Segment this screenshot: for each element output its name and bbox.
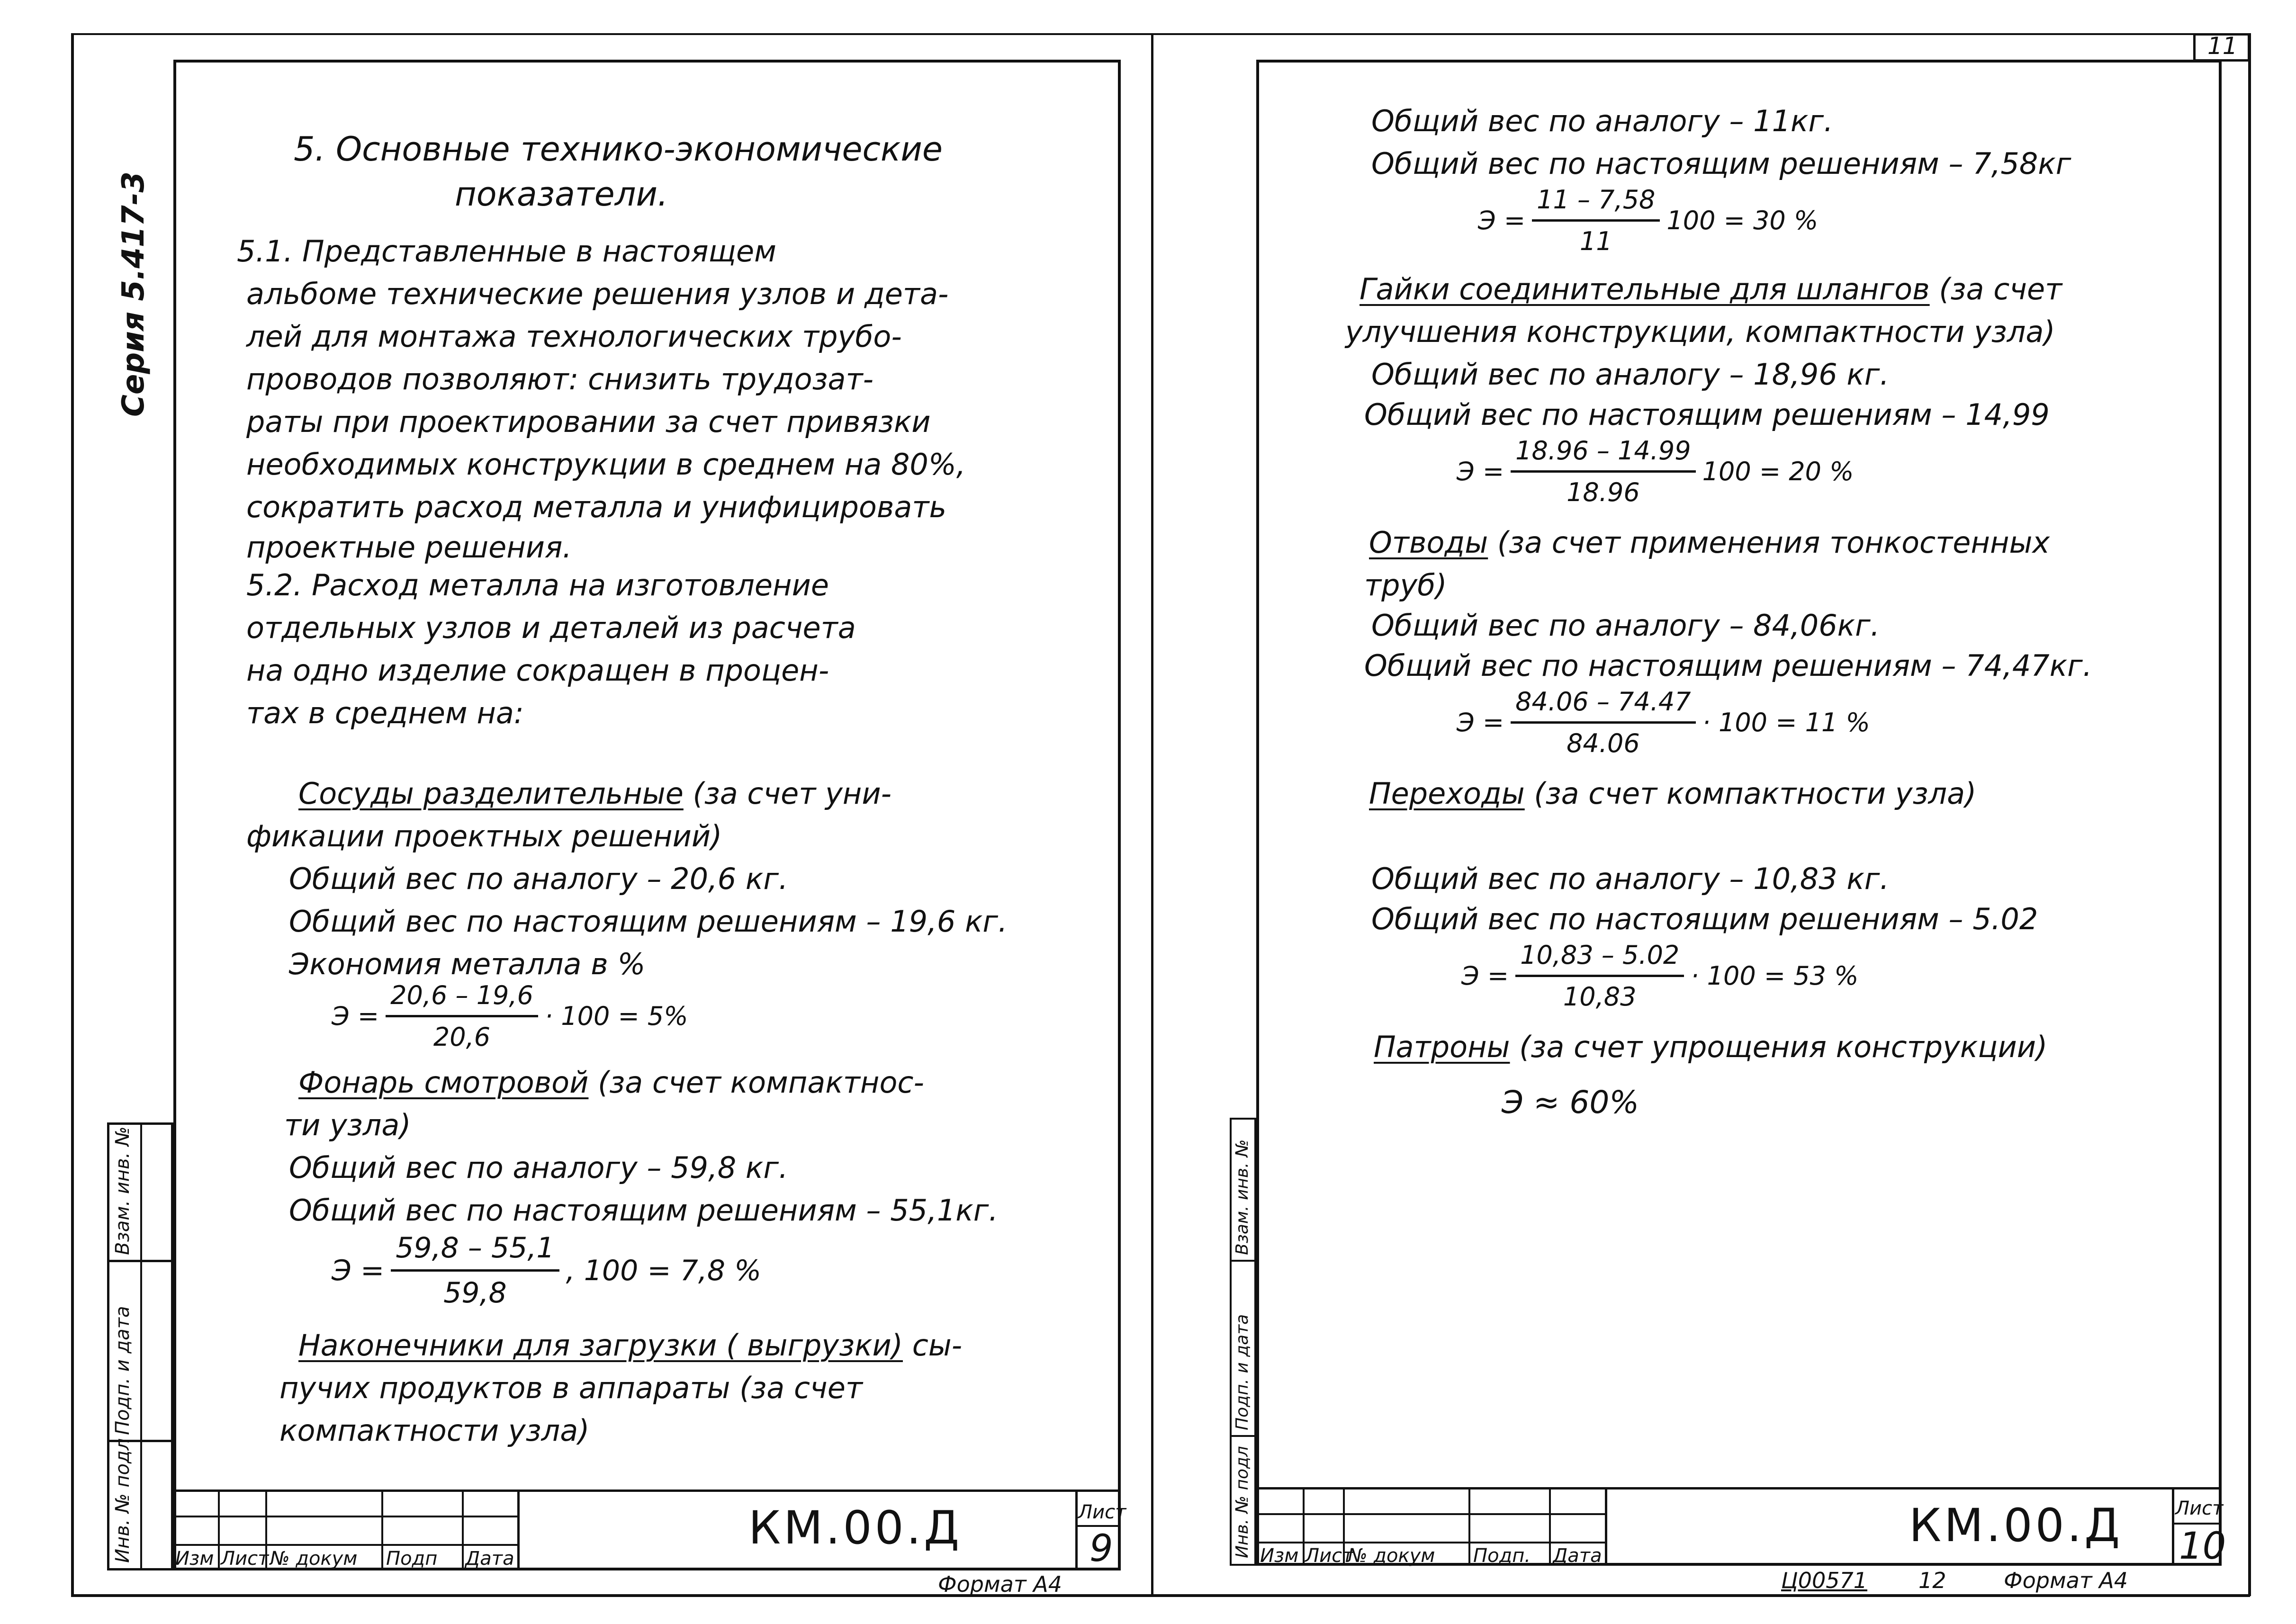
left-item1-f-den: 20,6 — [433, 1022, 491, 1052]
series-label: Серия 5.417-3 — [116, 171, 151, 417]
left-item2-header — [298, 1065, 924, 1100]
left-tb-v6 — [1075, 1489, 1078, 1570]
left-stamp-podp-data: Подп. и дата — [112, 1306, 134, 1435]
right-tb-col-date: Дата — [1553, 1545, 1602, 1567]
left-tb-format: Формат А4 — [938, 1571, 1062, 1597]
right-otvody-rest: (за счет применения тонкостенных — [1488, 525, 2050, 560]
right-f1-num: 11 – 7,58 — [1532, 185, 1660, 222]
right-tb-row1 — [1256, 1513, 1607, 1515]
left-item1-f-num: 20,6 – 19,6 — [386, 980, 538, 1017]
right-patrony-title: Патроны — [1374, 1030, 1510, 1064]
right-otvody-f-prefix: Э = — [1457, 708, 1504, 737]
page-divider — [1151, 33, 1153, 1596]
right-tb-v4 — [1549, 1487, 1551, 1566]
right-gaiki-f-den: 18.96 — [1567, 477, 1640, 507]
right-otvody-f-suffix: · 100 = 11 % — [1702, 708, 1870, 737]
right-perehody-current: Общий вес по настоящим решениям – 5.02 — [1371, 902, 2038, 936]
right-otvody-line2: труб) — [1364, 568, 1447, 602]
right-tb-sheet-label: Лист — [2175, 1498, 2224, 1519]
left-item1-title: Сосуды разделительные — [298, 776, 684, 811]
right-otvody-f-den: 84.06 — [1567, 728, 1640, 758]
left-stamp-vzam-inv: Взам. инв. № — [112, 1126, 134, 1255]
right-stamp-inv-podl: Инв. № подл — [1233, 1446, 1252, 1558]
left-tb-code: КМ.00.Д — [748, 1501, 963, 1554]
right-gaiki-line2: улучшения конструкции, компактности узла) — [1345, 314, 2055, 349]
right-otvody-formula — [1457, 687, 1870, 758]
right-tb-col-sign: Подп. — [1473, 1545, 1531, 1567]
left-tb-v3 — [381, 1489, 383, 1570]
right-tb-sheet-sep — [2172, 1523, 2222, 1525]
left-item2-f-den: 59,8 — [443, 1276, 507, 1310]
left-item2-title: Фонарь смотровой — [298, 1065, 589, 1100]
right-tb-v3 — [1468, 1487, 1470, 1566]
left-item1-f-prefix: Э = — [332, 1001, 379, 1031]
left-p2-line4: тах в среднем на: — [246, 696, 524, 730]
right-perehody-analog: Общий вес по аналогу – 10,83 кг. — [1371, 861, 1890, 896]
left-tb-v4 — [462, 1489, 464, 1570]
left-tb-col-date: Дата — [465, 1548, 514, 1570]
left-item2-f-num: 59,8 – 55,1 — [391, 1231, 559, 1272]
left-p1-line4: проводов позволяют: снизить трудозат- — [246, 362, 874, 396]
right-stamp-divider-2 — [1230, 1435, 1256, 1437]
left-tb-col-list: Лист — [221, 1548, 269, 1570]
right-tb-col-izm: Изм — [1260, 1545, 1299, 1567]
left-tb-sheet-sep — [1075, 1525, 1121, 1527]
left-item1-current: Общий вес по настоящим решениям – 19,6 кг. — [289, 904, 1008, 939]
left-item2-analog: Общий вес по аналогу – 59,8 кг. — [289, 1150, 788, 1185]
corner-page-number: 11 — [2207, 32, 2238, 60]
right-perehody-title: Переходы — [1369, 776, 1525, 811]
left-item1-economy: Экономия металла в % — [289, 947, 646, 981]
right-tb-col-doc: № докум — [1348, 1545, 1435, 1567]
left-item3-line2: пучих продуктов в аппараты (за счет — [279, 1371, 863, 1405]
right-g1-analog: Общий вес по аналогу – 11кг. — [1371, 104, 1833, 138]
left-heading-line1: 5. Основные технико-экономические — [294, 130, 943, 169]
left-p2-line3: на одно изделие сокращен в процен- — [246, 653, 829, 688]
left-item1-analog: Общий вес по аналогу – 20,6 кг. — [289, 861, 788, 896]
left-tb-col-izm: Изм — [175, 1548, 214, 1570]
right-gaiki-f-num: 18.96 – 14.99 — [1511, 436, 1696, 473]
left-item2-f-suffix: , 100 = 7,8 % — [566, 1254, 762, 1287]
right-patrony-header — [1374, 1032, 2047, 1062]
right-otvody-header — [1369, 525, 2050, 560]
right-tb-col-list: Лист — [1305, 1545, 1353, 1567]
right-patrony-rest: (за счет упрощения конструкции) — [1510, 1030, 2048, 1064]
right-patrony-result: Э ≈ 60% — [1502, 1084, 1639, 1121]
left-tb-v5 — [517, 1489, 520, 1570]
right-perehody-header — [1369, 776, 1977, 811]
right-gaiki-analog: Общий вес по аналогу – 18,96 кг. — [1371, 357, 1890, 392]
left-p1-line7: сократить расход металла и унифицировать — [246, 490, 947, 524]
right-gaiki-header — [1360, 272, 2062, 306]
left-p2-line2: отдельных узлов и деталей из расчета — [246, 610, 856, 645]
left-tb-sheet-no: 9 — [1089, 1527, 1113, 1570]
right-perehody-formula — [1461, 940, 1858, 1012]
right-tb-stamp: Ц00571 — [1781, 1568, 1868, 1593]
left-p1-line8: проектные решения. — [246, 530, 572, 565]
right-f1-prefix: Э = — [1478, 206, 1526, 235]
left-p1-line2: альбоме технические решения узлов и дета- — [246, 277, 949, 311]
right-f1-suffix: 100 = 30 % — [1666, 206, 1819, 235]
right-otvody-current: Общий вес по настоящим решениям – 74,47кг. — [1364, 648, 2092, 683]
right-gaiki-f-prefix: Э = — [1457, 457, 1504, 486]
left-item3-line3: компактности узла) — [279, 1413, 590, 1448]
right-otvody-analog: Общий вес по аналогу – 84,06кг. — [1371, 608, 1880, 643]
left-stamp-inv-podl: Инв. № подл — [112, 1438, 134, 1563]
right-gaiki-title: Гайки соединительные для шлангов — [1360, 272, 1930, 306]
right-stamp-vzam-inv: Взам. инв. № — [1233, 1139, 1252, 1255]
left-tb-row1 — [173, 1516, 519, 1517]
right-otvody-f-num: 84.06 – 74.47 — [1511, 687, 1696, 724]
right-gaiki-formula — [1457, 436, 1854, 507]
outer-border-right — [2248, 33, 2251, 1596]
left-heading-line2: показатели. — [455, 175, 668, 214]
left-p1-line3: лей для монтажа технологических трубо- — [246, 319, 902, 354]
right-tb-stamp-no: 12 — [1918, 1568, 1946, 1593]
left-item3-rest: сы- — [903, 1328, 963, 1363]
outer-border-top — [71, 33, 2250, 35]
right-perehody-f-suffix: · 100 = 53 % — [1691, 961, 1859, 991]
right-otvody-title: Отводы — [1369, 525, 1488, 560]
left-item1-rest: (за счет уни- — [683, 776, 891, 811]
right-tb-code: КМ.00.Д — [1909, 1499, 2123, 1552]
left-tb-col-doc: № докум — [270, 1548, 358, 1570]
right-gaiki-f-suffix: 100 = 20 % — [1702, 457, 1854, 486]
right-tb-v5 — [1605, 1487, 1607, 1566]
right-tb-v1 — [1303, 1487, 1305, 1566]
right-gaiki-current: Общий вес по настоящим решениям – 14,99 — [1364, 397, 2050, 432]
left-item1-f-suffix: · 100 = 5% — [544, 1001, 688, 1031]
right-tb-row2 — [1256, 1542, 1607, 1543]
left-p1-line1: 5.1. Представленные в настоящем — [237, 234, 776, 269]
left-p1-line5: раты при проектировании за счет привязки — [246, 404, 931, 439]
left-tb-v1 — [218, 1489, 220, 1570]
left-item3-title: Наконечники для загрузки ( выгрузки) — [298, 1328, 903, 1363]
right-f1-den: 11 — [1579, 226, 1612, 256]
right-g1-current: Общий вес по настоящим решениям – 7,58кг — [1371, 146, 2071, 181]
right-tb-v6 — [2172, 1487, 2174, 1566]
right-stamp-podp-data: Подп. и дата — [1233, 1314, 1252, 1430]
left-item2-f-prefix: Э = — [332, 1254, 385, 1287]
left-item2-formula — [332, 1231, 761, 1310]
right-f1 — [1478, 185, 1818, 256]
left-item2-rest: (за счет компактнос- — [588, 1065, 924, 1100]
right-gaiki-rest: (за счет — [1929, 272, 2062, 306]
outer-border-bottom — [71, 1594, 2250, 1597]
left-tb-col-sign: Подп — [386, 1548, 438, 1570]
right-tb-format: Формат А4 — [2004, 1568, 2128, 1593]
left-item1-formula — [332, 980, 688, 1052]
right-perehody-f-num: 10,83 – 5.02 — [1515, 940, 1684, 977]
right-tb-sheet-no: 10 — [2179, 1525, 2226, 1568]
left-tb-row2 — [173, 1544, 519, 1546]
right-perehody-f-den: 10,83 — [1563, 982, 1637, 1012]
left-item1-header — [298, 776, 891, 811]
left-item1-line2: фикации проектных решений) — [246, 819, 722, 853]
left-item2-line2: ти узла) — [284, 1108, 411, 1142]
right-perehody-rest: (за счет компактности узла) — [1524, 776, 1977, 811]
left-item2-current: Общий вес по настоящим решениям – 55,1кг. — [289, 1193, 998, 1228]
outer-border-left — [71, 33, 74, 1596]
left-stamp-divider-v — [140, 1122, 142, 1570]
left-item3-header — [298, 1328, 963, 1363]
left-p2-line1: 5.2. Расход металла на изготовление — [246, 568, 829, 602]
left-tb-sheet-label: Лист — [1078, 1501, 1126, 1523]
right-stamp-divider-1 — [1230, 1260, 1256, 1262]
left-p1-line6: необходимых конструкции в среднем на 80%, — [246, 447, 966, 482]
right-perehody-f-prefix: Э = — [1461, 961, 1509, 991]
